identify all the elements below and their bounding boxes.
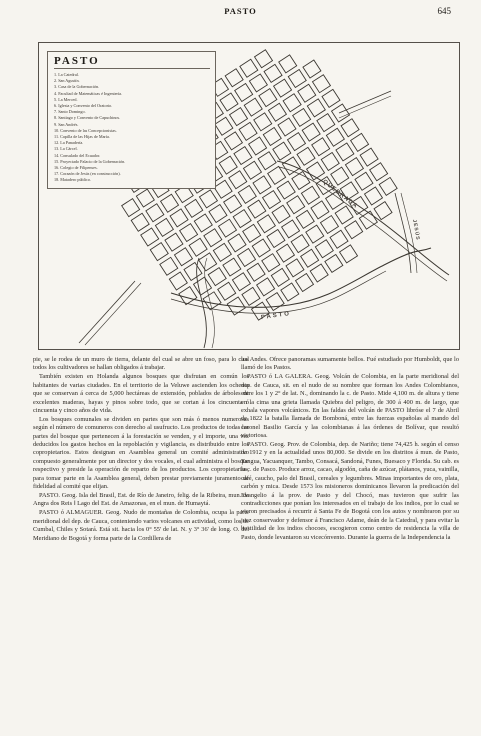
city-block	[247, 263, 265, 281]
city-block	[355, 172, 373, 190]
city-block	[248, 200, 266, 218]
paragraph: PASTO. Geog. Prov. de Colombia, dep. de Nariño; tiene 74,425 h. según el censo de 1912 y en la actualidad unos 80,000. Se divide en los distritos á mun. de Pasto, Tangua, Yacuanquer, Tambo, Consacá, Sandoná, Funes, Buesaco y Florida. Su cab. es la c. de Pasco. Produce arroz, cacao, algodón, caña de azúcar, plátanos, yuca, vainilla, café, caucho, palo del Brasil, cereales y legumbres. Minas importantes de oro, plata, carbón y mica. Desde 1573 los misioneros dominicanos llevaron la predicación del Evangelio á la prov. de Pasto y del Chocó, mas tuvieron que sufrir las contradicciones que ponían los interesados en el trabajo de los indios, por lo cual se vieron precisados á recurrir á Santa Fe de Bogotá con los autos y nombraron por su juez conservador y defensor á Francisco Adame, deán de la Catedral, y para evitar la hostilidad de los indios chocoes, escogieron como centro de residencia la villa de Pasto, donde levantaron su vicecónvento. Durante la guerra de la Independencia la	[241, 441, 459, 541]
city-block	[141, 228, 159, 246]
city-block	[169, 272, 187, 290]
city-block	[320, 216, 338, 234]
city-block	[321, 152, 339, 170]
legend-item: 10. Convento de las Concepcionistas.	[54, 127, 117, 133]
legend-item: 7. Santo Domingo.	[54, 109, 86, 115]
city-block	[345, 158, 363, 176]
city-block	[238, 249, 256, 267]
city-block	[161, 194, 179, 212]
city-block	[254, 113, 272, 131]
city-block	[317, 114, 335, 132]
city-block	[263, 128, 281, 146]
city-block	[233, 210, 251, 228]
city-block	[258, 152, 276, 170]
city-block	[146, 204, 164, 222]
legend-item: 5. La Merced.	[54, 96, 78, 102]
text-column-left	[33, 356, 249, 543]
legend-item: 16. Colegio de Filipenses.	[54, 165, 98, 171]
city-block	[281, 283, 299, 301]
city-block	[160, 257, 178, 275]
legend-item: 1. La Catedral.	[54, 72, 79, 77]
city-block	[340, 245, 358, 263]
legend-list	[54, 72, 210, 184]
map-legend	[47, 51, 216, 189]
city-block	[230, 108, 248, 126]
city-block	[170, 209, 188, 227]
city-block	[218, 282, 236, 300]
city-block	[131, 213, 149, 231]
city-block	[307, 99, 325, 117]
city-block	[228, 234, 246, 252]
city-map-figure	[38, 42, 460, 350]
quebrada-label: QUEBRADA	[321, 179, 359, 210]
city-block	[330, 230, 348, 248]
city-block	[185, 199, 203, 217]
city-block	[335, 206, 353, 224]
legend-item: 11. Capilla de las Hijas de María.	[54, 134, 110, 140]
city-block	[155, 218, 173, 236]
city-block	[274, 79, 292, 97]
city-block	[208, 268, 226, 286]
city-block	[219, 156, 237, 174]
city-block	[194, 277, 212, 295]
southwest-road-edge	[85, 283, 141, 345]
river-label: PASTO	[260, 310, 292, 322]
city-block	[370, 163, 388, 181]
city-block	[234, 147, 252, 165]
city-block	[243, 161, 261, 179]
paragraph: Los bosques comunales se dividen en partes que son más ó menos numerosas según el número de comuneros con derecho al usufructo. Los productos de todas las partes del bosque que pertenecen á la forestación se venden, y el importe, una vez deducidos los gastos hechos en la repoblación y vigilancia, es distribuido entre los copropietarios. Estos designan en Asamblea general un comité administrativo compuesto generalmente por un director y dos vocales, el cual administra el bosque respectivo y preside la operación de reparto de los productos. Los copropietarios, para tomar parte en la Asamblea general, deben prestar previamente juramento de fidelidad al comité que elijan.	[33, 415, 249, 491]
legend-item: 3. Casa de la Gobernación.	[54, 84, 100, 90]
city-block	[272, 205, 290, 223]
legend-item: 18. Matadero público.	[54, 177, 91, 183]
city-block	[263, 191, 281, 209]
city-block	[301, 186, 319, 204]
city-block	[136, 189, 154, 207]
city-block	[209, 205, 227, 223]
city-block	[277, 181, 295, 199]
legend-item: 6. Iglesia y Convento del Oratorio.	[54, 103, 113, 109]
east-road	[395, 193, 411, 273]
city-block	[273, 142, 291, 160]
city-block	[203, 292, 221, 310]
city-block	[271, 268, 289, 286]
city-block	[301, 249, 319, 267]
running-title: PASTO	[224, 6, 257, 16]
city-block	[287, 196, 305, 214]
city-block	[268, 166, 286, 184]
legend-item: 14. Consulado del Ecuador.	[54, 152, 101, 158]
city-block	[224, 195, 242, 213]
city-block	[262, 254, 280, 272]
city-block	[288, 70, 306, 88]
city-block	[303, 60, 321, 78]
city-block	[150, 243, 168, 261]
city-block	[229, 171, 247, 189]
city-block	[341, 119, 359, 137]
paragraph: los Andes. Ofrece panoramas sumamente bellos. Fué estudiado por Humboldt, que lo llamó de los Pastos.	[241, 356, 459, 372]
southwest-road	[79, 281, 135, 343]
city-block	[287, 133, 305, 151]
city-block	[345, 221, 363, 239]
city-block	[283, 94, 301, 112]
city-block	[296, 210, 314, 228]
city-block	[312, 75, 330, 93]
city-block	[365, 187, 383, 205]
page-number: 645	[437, 6, 451, 16]
city-block	[252, 239, 270, 257]
legend-item: 12. La Panadería.	[54, 140, 84, 146]
city-block	[242, 287, 260, 305]
city-block	[253, 176, 271, 194]
city-block	[225, 69, 243, 87]
city-block	[267, 229, 285, 247]
city-block	[165, 233, 183, 251]
city-block	[214, 180, 232, 198]
side-label: JESÚS	[411, 219, 421, 242]
city-block	[331, 167, 349, 185]
city-block	[282, 220, 300, 238]
paragraph: PASTO. Geog. Isla del Brasil, Est. de Río de Janeiro, felig. de la Ribeira, mun. de Angra dos Reis ‖ Lago del Est. de Amazonas, en el mun. de Humaytá.	[33, 492, 249, 508]
city-block	[239, 122, 257, 140]
side-stream	[197, 258, 207, 348]
city-block	[199, 253, 217, 271]
city-block	[351, 133, 369, 151]
city-block	[286, 259, 304, 277]
city-block	[293, 108, 311, 126]
north-road	[339, 91, 391, 113]
city-block	[379, 177, 397, 195]
city-block	[268, 103, 286, 121]
city-block	[232, 273, 250, 291]
legend-item: 8. Santiago y Convento de Capuchinos.	[54, 115, 121, 121]
city-block	[276, 244, 294, 262]
city-block	[360, 148, 378, 166]
city-block	[249, 74, 267, 92]
city-block	[244, 98, 262, 116]
city-block	[257, 215, 275, 233]
city-block	[220, 93, 238, 111]
city-block	[213, 243, 231, 261]
city-block	[204, 229, 222, 247]
city-block	[223, 258, 241, 276]
city-block	[194, 214, 212, 232]
city-block	[306, 225, 324, 243]
legend-item: 13. La Cárcel.	[54, 146, 78, 152]
city-block	[311, 201, 329, 219]
city-block	[322, 89, 340, 107]
city-block	[174, 248, 192, 266]
paragraph: pie, se le rodea de un muro de tierra, delante del cual se abre un foso, para lo cual todos los cultivadores se hallan obligados á trabajar.	[33, 356, 249, 372]
city-block	[332, 104, 350, 122]
text-column-right	[241, 356, 459, 542]
legend-item: 2. San Agustín.	[54, 78, 80, 84]
paragraph: También existen en Holanda algunos bosques que disfrutan en común los habitantes de varias ciudades. En el territorio de la Veluwe ascienden los ochenta que se conservan á cerca de 5,000 hectáreas de extensión, poblados de árboles de excelentes maderas, hayas y pinos sobre todo, que se cortan á los cincuenta ó cincuenta y cinco años de vida.	[33, 373, 249, 414]
city-block	[259, 89, 277, 107]
city-block	[278, 118, 296, 136]
map-title: PASTO	[54, 55, 210, 69]
city-block	[243, 224, 261, 242]
city-block	[297, 147, 315, 165]
city-block	[255, 50, 273, 68]
city-block	[240, 59, 258, 77]
city-block	[249, 137, 267, 155]
city-block	[310, 264, 328, 282]
city-block	[266, 293, 284, 311]
page-header	[0, 6, 481, 20]
north-road-edge	[339, 96, 391, 118]
legend-item: 9. San Andrés.	[54, 121, 79, 127]
city-block	[257, 278, 275, 296]
legend-item: 17. Corazón de Jesús (en construcción).	[54, 171, 121, 177]
city-block	[315, 240, 333, 258]
city-block	[298, 84, 316, 102]
city-block	[122, 199, 140, 217]
paragraph: PASTO ó ALMAGUER. Geog. Nudo de montañas de Colombia, ocupa la parte meridional del dep. de Cauca, conteniendo varios volcanes en actividad, como los de Cumbal, Chiles y Sotará. Está sit. hacia los 0° 55' de lat. N. y 3° 36' de long. O. del Meridiano de Bogotá y forma parte de la Cordillera de	[33, 509, 249, 542]
city-block	[279, 55, 297, 73]
city-block	[312, 138, 330, 156]
city-block	[219, 219, 237, 237]
city-block	[326, 128, 344, 146]
quebrada-stream	[277, 161, 449, 275]
city-block	[374, 202, 392, 220]
legend-item: 15. Proyectado Palacio de la Gobernación.	[54, 158, 126, 164]
city-block	[199, 190, 217, 208]
paragraph: PASTO ó LA GALERA. Geog. Volcán de Colombia, en la parte meridional del dep. de Cauca, sit. en el nudo de su nombre que forman los Andes Colombianos, entre los 1 y 2° de lat. N., dominando la c. de Pasto. Mide 4,100 m. de altura y tiene en la cima una grieta llamada Quiebra del peligro, de 300 á 400 m. de largo, que exhala vapores volcánicos. En las faldas del volcán de PASTO libróse el 7 de Abril de 1822 la batalla llamada de Bomboná, entre las fuerzas españolas al mando del coronel Basilio García y las colombianas á las órdenes de Bolívar, que resultó victoriosa.	[241, 373, 459, 440]
city-block	[215, 117, 233, 135]
city-block	[264, 64, 282, 82]
city-block	[238, 185, 256, 203]
city-block	[189, 238, 207, 256]
city-block	[296, 274, 314, 292]
city-block	[325, 254, 343, 272]
city-block	[180, 224, 198, 242]
legend-item: 4. Facultad de Matemáticas é Ingeniería.	[54, 90, 123, 96]
city-block	[235, 83, 253, 101]
city-block	[302, 123, 320, 141]
city-block	[184, 262, 202, 280]
city-block	[291, 235, 309, 253]
city-block	[336, 143, 354, 161]
city-block	[224, 132, 242, 150]
